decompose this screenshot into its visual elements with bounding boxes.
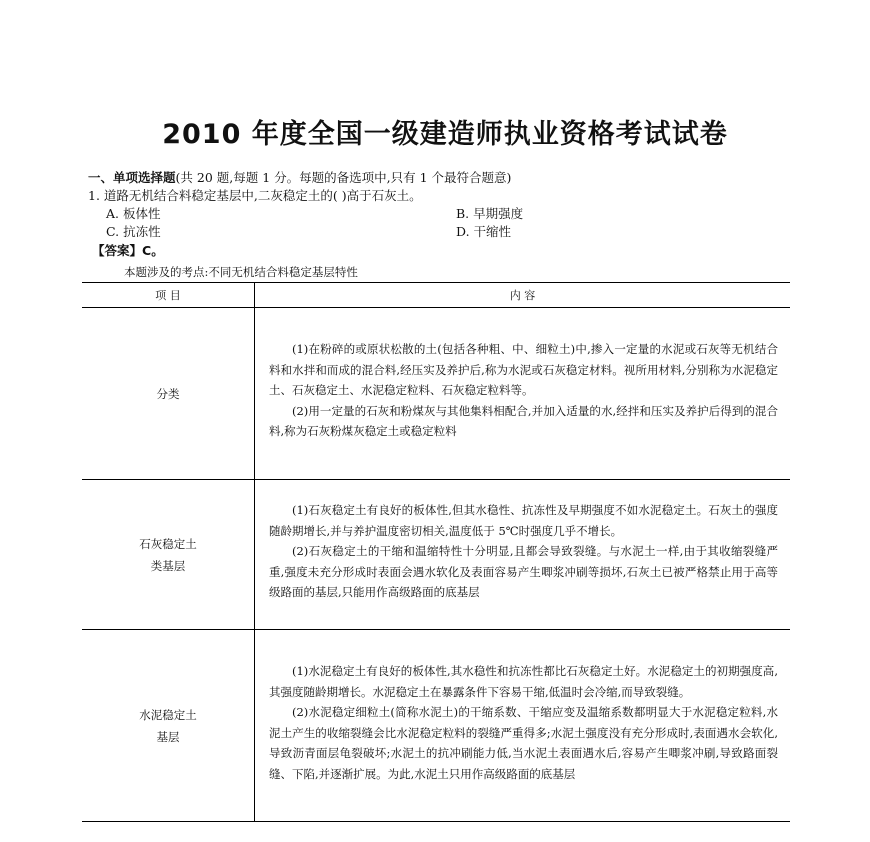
- option-d: D. 干缩性: [456, 224, 512, 239]
- row-category-line: 类基层: [150, 558, 186, 573]
- row-content: [255, 480, 791, 630]
- table-header-row: [82, 283, 790, 308]
- row-paragraph: (2)用一定量的石灰和粉煤灰与其他集料相配合,并加入适量的水,经拌和压实及养护后得到的混合料,称为石灰粉煤灰稳定土或稳定粒料: [269, 403, 778, 439]
- row-category: [82, 630, 255, 822]
- header-content: 内 容: [255, 283, 791, 308]
- section-note: (共 20 题,每题 1 分。每题的备选项中,只有 1 个最符合题意): [175, 170, 512, 185]
- table-row: [82, 308, 790, 480]
- row-category: [82, 480, 255, 630]
- table-row: [82, 480, 790, 630]
- option-a: A. 板体性: [106, 206, 161, 221]
- page-title: 2010 年度全国一级建造师执业资格考试试卷: [162, 119, 728, 150]
- header-item: 项 目: [82, 283, 255, 308]
- question-text: 1. 道路无机结合料稳定基层中,二灰稳定土的( )高于石灰土。: [88, 188, 422, 203]
- answer-value: C。: [142, 243, 164, 258]
- knowledge-table: [82, 282, 790, 822]
- section-heading: 一、单项选择题: [88, 170, 176, 185]
- row-content: [255, 308, 791, 480]
- row-category-line: 分类: [156, 386, 180, 401]
- row-category-line: 水泥稳定土: [139, 707, 197, 722]
- answer-line: [92, 243, 164, 259]
- row-content: [255, 630, 791, 822]
- row-paragraph: (1)石灰稳定土有良好的板体性,但其水稳性、抗冻性及早期强度不如水泥稳定土。石灰土的强度随龄期增长,并与养护温度密切相关,温度低于 5℃时强度几乎不增长。: [269, 503, 778, 538]
- table-row: [82, 630, 790, 822]
- row-category-line: 基层: [156, 729, 180, 744]
- option-c: C. 抗冻性: [106, 224, 161, 239]
- row-category-line: 石灰稳定土: [139, 536, 197, 551]
- answer-label: 【答案】: [92, 243, 143, 258]
- row-category: [82, 308, 255, 480]
- row-paragraph: (2)水泥稳定细粒土(简称水泥土)的干缩系数、干缩应变及温缩系数都明显大于水泥稳定粒料,水泥土产生的收缩裂缝会比水泥稳定粒料的裂缝严重得多;水泥土强度没有充分形成时,表面遇水会软化,导致沥青面层龟裂破坏;水泥土的抗冲刷能力低,当水泥土表面遇水后,容易产生唧浆冲刷,导致路面裂缝、下陷,并逐渐扩展。为此,水泥土只用作高级路面的底基层: [269, 705, 778, 781]
- topic-note: 本题涉及的考点:不同无机结合料稳定基层特性: [124, 265, 358, 279]
- section-heading-line: [88, 170, 511, 186]
- row-paragraph: (1)水泥稳定土有良好的板体性,其水稳性和抗冻性都比石灰稳定土好。水泥稳定土的初期强度高,其强度随龄期增长。水泥稳定土在暴露条件下容易干缩,低温时会冷缩,而导致裂缝。: [269, 664, 778, 699]
- row-paragraph: (1)在粉碎的或原状松散的土(包括各种粗、中、细粒土)中,掺入一定量的水泥或石灰等无机结合料和水拌和而成的混合料,经压实及养护后,称为水泥或石灰稳定材料。视所用材料,分别称为水泥稳定土、石灰稳定土、水泥稳定粒料、石灰稳定粒料等。: [269, 342, 778, 398]
- row-paragraph: (2)石灰稳定土的干缩和温缩特性十分明显,且都会导致裂缝。与水泥土一样,由于其收缩裂缝严重,强度未充分形成时表面会遇水软化及表面容易产生唧浆冲刷等损坏,石灰土已被严格禁止用于高等级路面的基层,只能用作高级路面的底基层: [269, 544, 778, 600]
- option-b: B. 早期强度: [456, 206, 524, 221]
